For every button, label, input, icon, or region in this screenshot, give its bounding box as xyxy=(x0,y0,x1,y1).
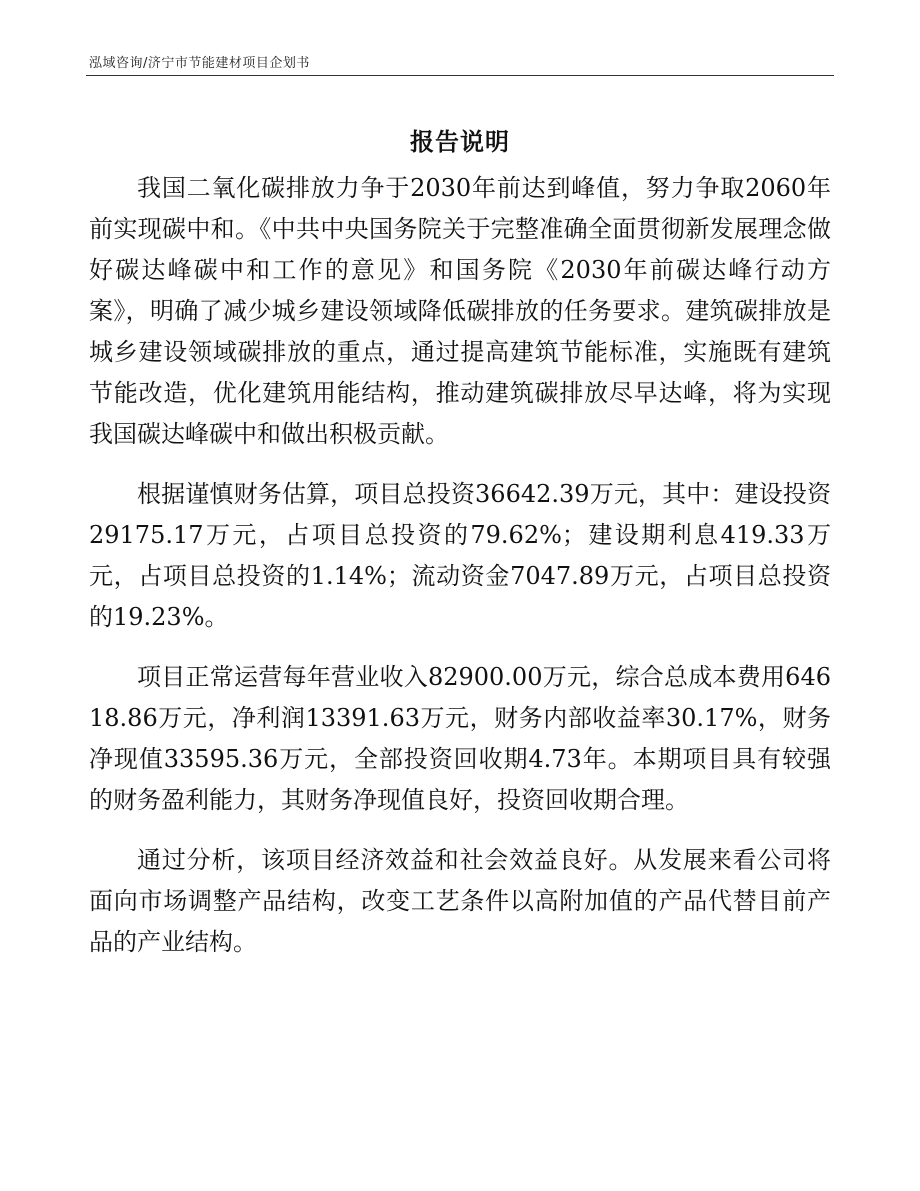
paragraph-carbon-policy: 我国二氧化碳排放力争于2030年前达到峰值，努力争取2060年前实现碳中和。《中共中央国务院关于完整准确全面贯彻新发展理念做好碳达峰碳中和工作的意见》和国务院《2030年前碳达峰行动方案》，明确了减少城乡建设领域降低碳排放的任务要求。建筑碳排放是城乡建设领域碳排放的重点，通过提高建筑节能标准，实施既有建筑节能改造，优化建筑用能结构，推动建筑碳排放尽早达峰，将为实现我国碳达峰碳中和做出积极贡献。 xyxy=(89,174,831,448)
header-divider xyxy=(86,75,834,76)
paragraph-investment: 根据谨慎财务估算，项目总投资36642.39万元，其中：建设投资29175.17万元，占项目总投资的79.62%；建设期利息419.33万元，占项目总投资的1.14%；流动资金7047.89万元，占项目总投资的19.23%。 xyxy=(89,480,831,631)
page-title: 报告说明 xyxy=(410,128,510,156)
paragraph-financials: 项目正常运营每年营业收入82900.00万元，综合总成本费用64618.86万元，净利润13391.63万元，财务内部收益率30.17%，财务净现值33595.36万元，全部投资回收期4.73年。本期项目具有较强的财务盈利能力，其财务净现值良好，投资回收期合理。 xyxy=(89,663,831,814)
paragraph-conclusion: 通过分析，该项目经济效益和社会效益良好。从发展来看公司将面向市场调整产品结构，改变工艺条件以高附加值的产品代替目前产品的产业结构。 xyxy=(89,846,831,956)
body-text xyxy=(89,168,831,982)
running-header: 泓域咨询/济宁市节能建材项目企划书 xyxy=(89,56,310,71)
